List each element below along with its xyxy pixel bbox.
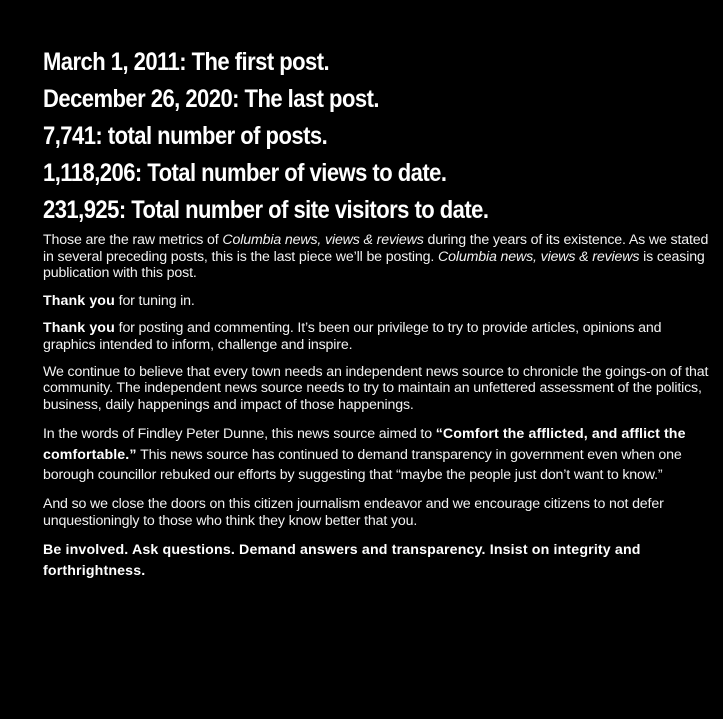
headline-last-post: December 26, 2020: The last post.	[43, 85, 379, 113]
belief-paragraph: We continue to believe that every town needs an independent news source to chronicle the goings-on of that community. The independent news source needs to try to maintain an unfettered assessment of the politics, business, daily happenings and impact of those happenings.	[43, 363, 709, 414]
thank-you-bold: Thank you	[43, 319, 115, 336]
intro-paragraph	[43, 232, 713, 282]
thank-you-bold: Thank you	[43, 292, 115, 309]
quote-rest: This news source has continued to demand transparency in government even when one borough councillor rebuked our efforts by suggesting that “maybe the people just don’t want to know.”	[43, 446, 682, 484]
quote-paragraph	[43, 424, 713, 486]
headline-total-visitors: 231,925: Total number of site visitors to date.	[43, 196, 489, 224]
headline-first-post: March 1, 2011: The first post.	[43, 48, 330, 76]
closing-call-to-action: Be involved. Ask questions. Demand answers and transparency. Insist on integrity and forthrightness.	[43, 542, 641, 579]
thanks-posting-paragraph	[43, 320, 713, 353]
metrics-headlines	[43, 44, 713, 229]
quote-lead: In the words of Findley Peter Dunne, this news source aimed to	[43, 426, 436, 443]
thanks-text: for posting and commenting. It’s been our privilege to try to provide articles, opinions and graphics intended to inform, challenge and inspire.	[43, 319, 662, 353]
intro-text-3: is ceasing publication with this post.	[43, 248, 705, 282]
headline-total-views: 1,118,206: Total number of views to date.	[43, 159, 447, 187]
publication-name: Columbia news, views & reviews	[438, 248, 640, 265]
thanks-text: for tuning in.	[114, 292, 195, 309]
farewell-document	[43, 44, 713, 592]
publication-name: Columbia news, views & reviews	[222, 232, 424, 248]
dunne-quote: “Comfort the afflicted, and afflict the comfortable.”	[43, 426, 686, 463]
close-doors-paragraph: And so we close the doors on this citizen journalism endeavor and we encourage citizens to not defer unquestioningly to those who think they know better that you.	[43, 496, 664, 530]
body-text	[43, 232, 713, 581]
intro-text-2: during the years of its existence. As we stated in several preceding posts, this is the last piece we’ll be posting.	[43, 232, 709, 265]
intro-text-1: Those are the raw metrics of	[43, 232, 223, 248]
thanks-tuning-in-paragraph	[43, 293, 713, 310]
headline-total-posts: 7,741: total number of posts.	[43, 122, 328, 150]
